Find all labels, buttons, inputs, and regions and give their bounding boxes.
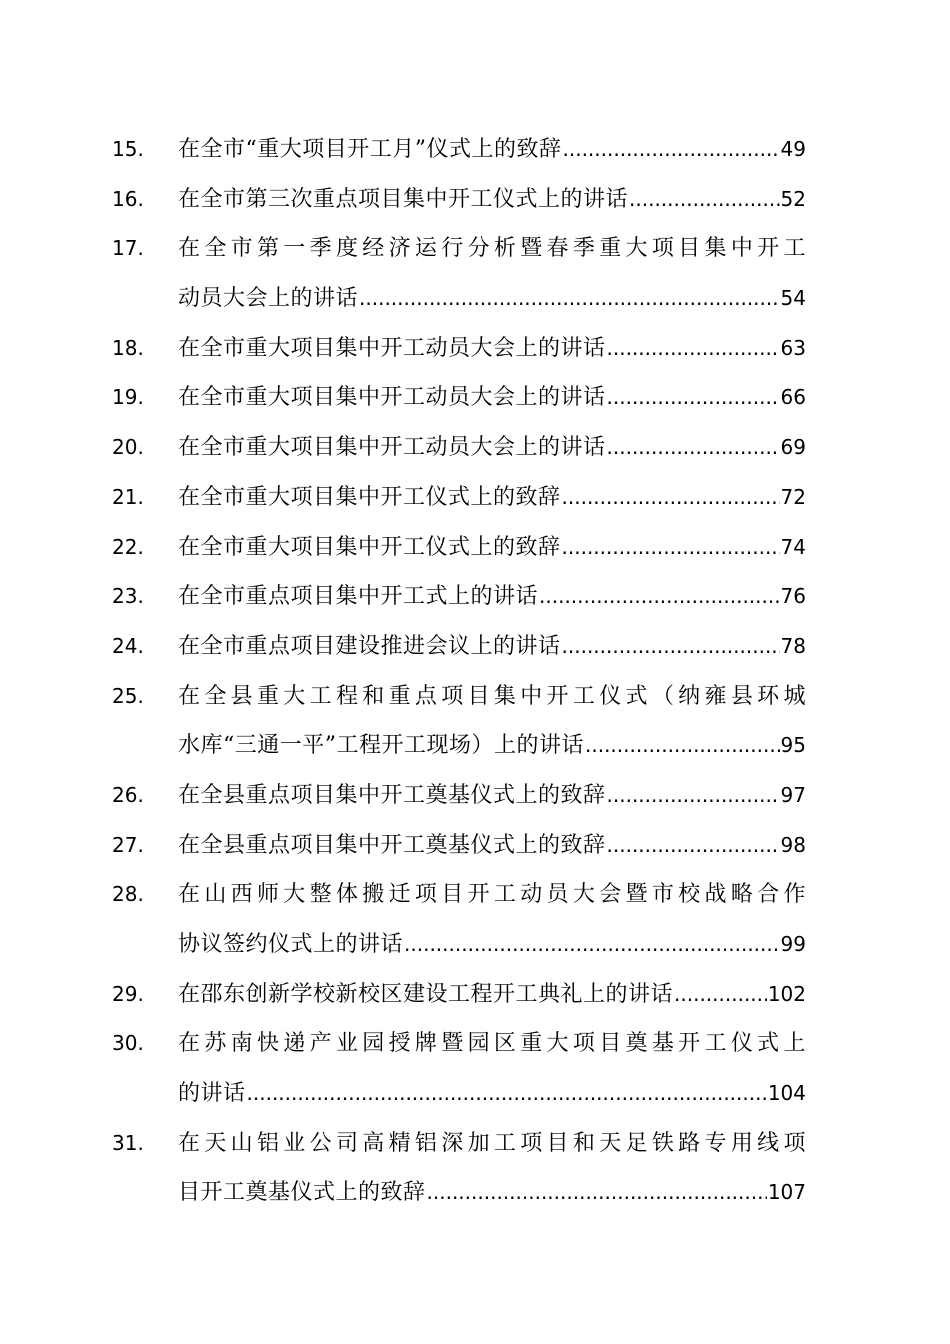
toc-entry-leader-row	[178, 970, 806, 1020]
toc-dot-leader	[607, 324, 780, 374]
toc-entry-number: 27.	[112, 832, 144, 857]
toc-dot-leader	[562, 473, 780, 523]
toc-entry[interactable]	[0, 473, 950, 523]
toc-entry-title: 动员大会上的讲话	[178, 286, 359, 312]
toc-entry-title: 在全市重大项目集中开工仪式上的致辞	[178, 484, 561, 510]
toc-entry-line	[0, 920, 950, 970]
toc-entry-line	[0, 572, 950, 622]
toc-entry[interactable]	[0, 672, 950, 771]
toc-entry-title: 水库“三通一平”工程开工现场）上的讲话	[178, 733, 584, 759]
toc-entry-number: 22.	[112, 534, 144, 559]
toc-entry-line	[0, 373, 950, 423]
toc-entry-page-number: 98	[780, 832, 806, 857]
toc-entry-leader-row	[178, 1069, 806, 1119]
toc-entry[interactable]	[0, 373, 950, 423]
toc-entry-line	[0, 274, 950, 324]
toc-entry-line	[0, 1168, 950, 1218]
toc-entry-page-number: 69	[780, 435, 806, 460]
toc-entry-title: 在全市重点项目集中开工式上的讲话	[178, 584, 539, 610]
toc-entry[interactable]	[0, 1119, 950, 1218]
toc-entry-line	[0, 870, 950, 920]
toc-entry-title: 在苏南快递产业园授牌暨园区重大项目奠基开工仪式上	[178, 1031, 806, 1057]
toc-entry-page-number: 52	[780, 186, 806, 211]
toc-entry-number: 31.	[112, 1130, 144, 1155]
toc-entry-leader-row	[178, 423, 806, 473]
toc-entry[interactable]	[0, 1019, 950, 1118]
toc-entry-page-number: 107	[767, 1180, 806, 1205]
toc-entry-number: 17.	[112, 236, 144, 261]
toc-dot-leader	[562, 622, 780, 672]
toc-dot-leader	[562, 523, 780, 573]
toc-entry[interactable]	[0, 423, 950, 473]
toc-dot-leader	[247, 1069, 767, 1119]
toc-dot-leader	[585, 721, 780, 771]
toc-entry-page-number: 74	[780, 534, 806, 559]
toc-entry[interactable]	[0, 970, 950, 1020]
toc-entry-number: 25.	[112, 683, 144, 708]
toc-entry-title: 在全县重点项目集中开工奠基仪式上的致辞	[178, 832, 606, 858]
toc-entry-page-number: 72	[780, 484, 806, 509]
toc-entry-number: 30.	[112, 1031, 144, 1056]
toc-entry-line	[0, 622, 950, 672]
toc-entry-leader-row	[178, 324, 806, 374]
toc-entry-line	[0, 1019, 950, 1069]
toc-entry-line	[0, 523, 950, 573]
toc-entry-page-number: 104	[767, 1081, 806, 1106]
toc-entry-line	[0, 821, 950, 871]
toc-dot-leader	[674, 970, 767, 1020]
toc-entry-page-number: 95	[780, 733, 806, 758]
toc-entry-title: 在全市第三次重点项目集中开工仪式上的讲话	[178, 186, 629, 212]
toc-entry-title: 的讲话	[178, 1081, 246, 1107]
toc-entry-line	[0, 423, 950, 473]
toc-entry-title: 在全市重大项目集中开工动员大会上的讲话	[178, 435, 606, 461]
toc-entry-title: 在天山铝业公司高精铝深加工项目和天足铁路专用线项	[178, 1130, 806, 1156]
toc-entry-leader-row	[178, 175, 806, 225]
toc-entry-number: 20.	[112, 435, 144, 460]
toc-entry-number: 18.	[112, 335, 144, 360]
toc-dot-leader	[607, 771, 780, 821]
toc-entry-line	[0, 175, 950, 225]
toc-entry-leader-row	[178, 473, 806, 523]
toc-entry-page-number: 63	[780, 335, 806, 360]
toc-entry-title: 目开工奠基仪式上的致辞	[178, 1180, 426, 1206]
toc-entry-line	[0, 771, 950, 821]
toc-entry-page-number: 99	[780, 932, 806, 956]
toc-entry-line	[0, 125, 950, 175]
toc-entry-title: 在全市第一季度经济运行分析暨春季重大项目集中开工	[178, 236, 806, 262]
toc-entry-line	[0, 324, 950, 374]
toc-dot-leader	[404, 920, 780, 970]
toc-entry-leader-row	[178, 721, 806, 771]
toc-entry-leader-row	[178, 125, 806, 175]
toc-entry-title: 协议签约仪式上的讲话	[178, 932, 404, 957]
toc-entry-leader-row	[178, 373, 806, 423]
toc-entry-title: 在全市重点项目建设推进会议上的讲话	[178, 633, 561, 659]
toc-entry-number: 23.	[112, 584, 144, 609]
toc-entry-leader-row	[178, 1168, 806, 1218]
toc-entry-title: 在全县重大工程和重点项目集中开工仪式（纳雍县环城	[178, 683, 806, 709]
toc-entry-line	[0, 1119, 950, 1169]
toc-entry-number: 19.	[112, 385, 144, 410]
toc-entry-line	[0, 970, 950, 1020]
table-of-contents	[0, 125, 950, 1218]
toc-entry-number: 16.	[112, 186, 144, 211]
toc-entry-number: 15.	[112, 137, 144, 161]
toc-entry-line	[0, 1069, 950, 1119]
toc-entry-title: 在全县重点项目集中开工奠基仪式上的致辞	[178, 782, 606, 808]
toc-entry-page-number: 97	[780, 782, 806, 807]
toc-entry-title: 在全市重大项目集中开工仪式上的致辞	[178, 534, 561, 560]
toc-entry-title: 在山西师大整体搬迁项目开工动员大会暨市校战略合作	[178, 882, 806, 908]
toc-entry-leader-row	[178, 523, 806, 573]
toc-entry-number: 24.	[112, 633, 144, 658]
toc-entry-line	[0, 721, 950, 771]
toc-entry[interactable]	[0, 572, 950, 622]
toc-entry[interactable]	[0, 870, 950, 969]
toc-entry[interactable]	[0, 771, 950, 821]
toc-entry-title: 在全市“重大项目开工月”仪式上的致辞	[178, 137, 562, 162]
toc-entry-line	[0, 473, 950, 523]
toc-entry-title: 在全市重大项目集中开工动员大会上的讲话	[178, 385, 606, 411]
toc-entry-number: 29.	[112, 981, 144, 1006]
toc-entry-number: 28.	[112, 882, 144, 907]
toc-dot-leader	[359, 274, 780, 324]
toc-entry-leader-row	[178, 622, 806, 672]
toc-entry-line	[0, 672, 950, 722]
toc-entry[interactable]	[0, 821, 950, 871]
toc-dot-leader	[607, 821, 780, 871]
toc-entry-page-number: 78	[780, 633, 806, 658]
toc-entry-leader-row	[178, 572, 806, 622]
toc-entry-page-number: 76	[780, 584, 806, 609]
toc-entry-title: 在全市重大项目集中开工动员大会上的讲话	[178, 335, 606, 361]
toc-dot-leader	[607, 373, 780, 423]
toc-entry-number: 21.	[112, 484, 144, 509]
toc-entry-page-number: 102	[767, 981, 806, 1006]
toc-entry-leader-row	[178, 920, 806, 970]
toc-entry-line	[0, 224, 950, 274]
toc-entry[interactable]	[0, 224, 950, 323]
toc-entry-leader-row	[178, 274, 806, 324]
toc-entry-page-number: 49	[780, 137, 806, 161]
toc-entry-page-number: 66	[780, 385, 806, 410]
toc-entry[interactable]	[0, 523, 950, 573]
toc-entry-number: 26.	[112, 782, 144, 807]
toc-entry[interactable]	[0, 125, 950, 175]
toc-entry[interactable]	[0, 622, 950, 672]
toc-dot-leader	[629, 175, 780, 225]
toc-entry[interactable]	[0, 324, 950, 374]
toc-dot-leader	[607, 423, 780, 473]
toc-entry-title: 在邵东创新学校新校区建设工程开工典礼上的讲话	[178, 981, 674, 1007]
toc-entry-leader-row	[178, 771, 806, 821]
toc-entry-page-number: 54	[780, 286, 806, 311]
toc-entry[interactable]	[0, 175, 950, 225]
toc-entry-leader-row	[178, 821, 806, 871]
toc-dot-leader	[427, 1168, 767, 1218]
toc-dot-leader	[563, 125, 780, 175]
toc-dot-leader	[539, 572, 780, 622]
